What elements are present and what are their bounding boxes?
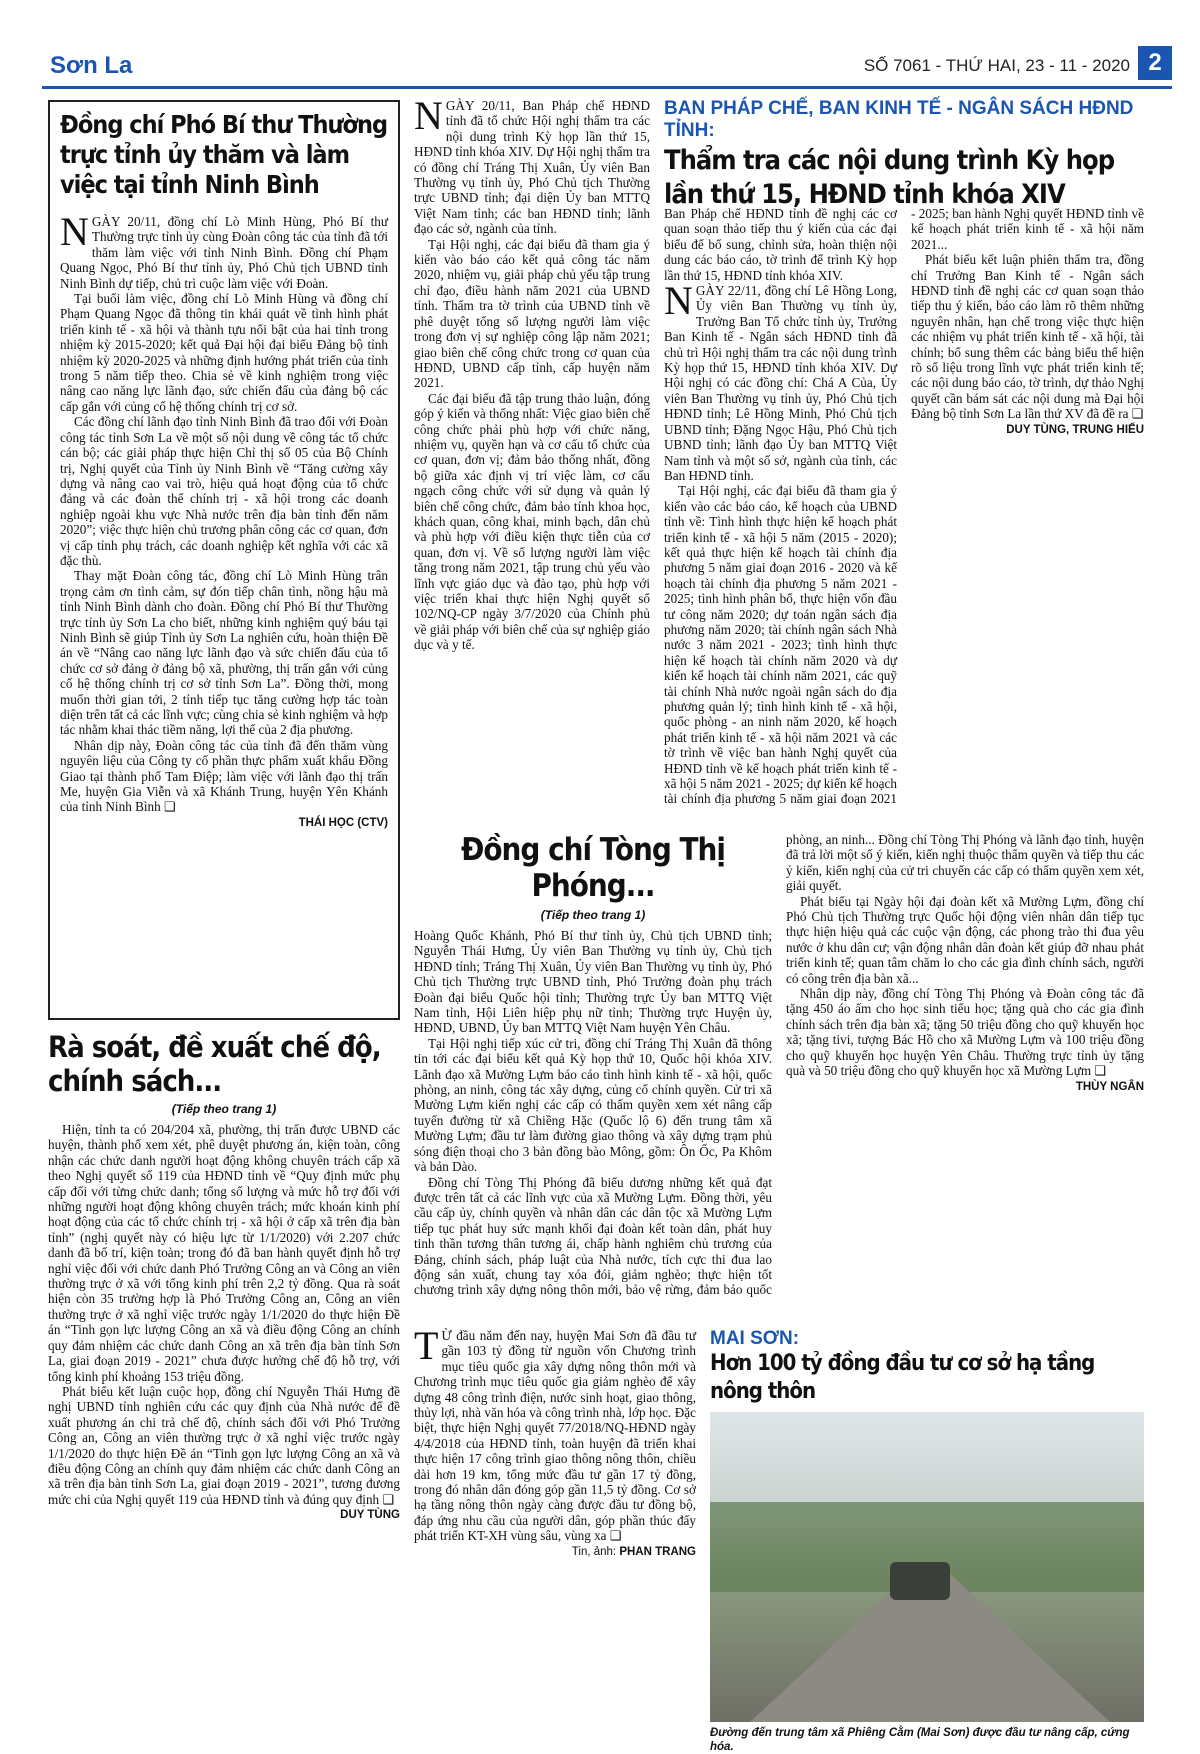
article-ra-soat [48,1030,400,1730]
paragraph: Phát biểu kết luận phiên thẩm tra, đồng chí Trưởng Ban Kinh tế - Ngân sách HĐND tỉnh đề nghị các cơ quan soạn thảo tiếp thu ý kiến, báo cáo làm rõ thêm những nguyên nhân, hạn chế trong việc thực hiện các nhiệm vụ phát triển kinh tế - xã hội, tài chính; bổ sung thêm các bảng biểu thể hiện rõ số liệu trong lĩnh vực phát triển kinh tế; các nội dung báo cáo, tờ trình, dự thảo Nghị quyết cần bám sát các nội dung mà Đại hội Đảng bộ tỉnh Sơn La lần thứ XV đã đề ra ❑ [911,252,1144,422]
article-mai-son [414,1323,1144,1753]
paragraph: Phát biểu tại Ngày hội đại đoàn kết xã Mường Lựm, đồng chí Phó Chủ tịch Thường trực Quốc hội động viên nhân dân tiếp tục thực hiện hiệu quả các cuộc vận động, các phong trào thi đua yêu nước ở khu dân cư; vận động nhân dân đoàn kết giúp đỡ nhau phát triển kinh tế; quan tâm chăm lo cho các gia đình chính sách, người có công trên địa bàn xã... [786,893,1144,986]
article-kicker: MAI SƠN: [710,1328,800,1349]
byline: DUY TÙNG [340,1509,400,1522]
paragraph: Nhân dịp này, Đoàn công tác của tỉnh đã đến thăm vùng nguyên liệu của Công ty cổ phần thực phẩm xuất khẩu Đồng Giao tại thành phố Tam Điệp; làm việc với lãnh đạo thị trấn Me, huyện Gia Viễn và xã Khánh Trung, huyện Yên Khánh của tỉnh Ninh Bình ❑ [60,737,388,815]
paragraph: Ban Pháp chế HĐND tỉnh đề nghị các cơ quan soạn thảo tiếp thu ý kiến của các đại biểu để bổ sung, chỉnh sửa, hoàn thiện nội dung các báo cáo, tờ trình để trình Kỳ họp lần thứ 15, HĐND tỉnh khóa XIV. [664,206,897,283]
continued-note: (Tiếp theo trang 1) [540,908,646,922]
photo-caption: Đường đến trung tâm xã Phiêng Cằm (Mai Sơn) được đầu tư nâng cấp, cứng hóa. [710,1727,1130,1753]
article-tham-tra [414,93,1144,818]
paragraph: Nhân dịp này, đồng chí Tòng Thị Phóng và Đoàn công tác đã tặng 450 áo ấm cho học sinh tiểu học; tặng quà cho các gia đình chính sách trên địa bàn xã; tặng 50 triệu đồng cho quỹ khuyến học xã; tặng tivi, tượng Bác Hồ cho xã Mường Lựm và 100 triệu đồng cho quỹ khuyến học huyện Yên Châu. Thường trực tỉnh ủy tặng quà và 50 triệu đồng cho quỹ khuyến học xã Mường Lựm ❑ [786,986,1144,1079]
issue-info: SỐ 7061 - THỨ HAI, 23 - 11 - 2020 [863,56,1130,75]
byline [414,1546,696,1558]
paragraph: Tại buổi làm việc, đồng chí Lò Minh Hùng và đồng chí Phạm Quang Ngọc đã thông tin khái quát về tình hình phát triển kinh tế - xã hội và thành tựu nổi bật của hai tỉnh trong nhiệm kỳ 2015-2020; kết quả Đại hội đại biểu Đảng bộ tỉnh nhiệm kỳ 2020-2025 và những định hướng phát triển của tỉnh trong 5 năm tiếp theo. Chia sẻ về kinh nghiệm trong việc nâng cao năng lực lãnh đạo, sức chiến đấu của đảng bộ các cấp gắn với củng cố hệ thống chính trị cơ sở. [60,291,388,414]
article-kicker: BAN PHÁP CHẾ, BAN KINH TẾ - NGÂN SÁCH HĐND TỈNH: [664,98,1134,141]
column-1 [414,93,650,818]
article-title: Thẩm tra các nội dung trình Kỳ họp lần thứ 15, HĐND tỉnh khóa XIV [664,145,1115,210]
paragraph: Phát biểu kết luận cuộc họp, đồng chí Nguyễn Thái Hưng đề nghị UBND tỉnh nghiên cứu các quy định của Nhà nước để đề xuất phương án chi trả chế độ, chính sách đối với Phó Trưởng Công an, Công an viên thường trực ở xã nghỉ việc trước ngày 1/1/2020 do thực hiện Đề án “Tinh gọn lực lượng Công an xã và điều động Công an chính quy đảm nhiệm các chức danh Công an xã trên địa bàn tỉnh Sơn La, giai đoạn 2019 - 2021”, tương đương mức chi của Nghị quyết 119 của HĐND tỉnh và đúng quy định ❑ [48,1383,400,1507]
byline-prefix: Tin, ảnh: [571,1545,620,1558]
column-2-3 [664,206,1144,818]
byline-author: PHAN TRANG [619,1545,696,1558]
byline: DUY TÙNG, TRUNG HIẾU [1006,423,1144,436]
paragraph: Đồng chí Tòng Thị Phóng đã biểu dương những kết quả đạt được trên tất cả các lĩnh vực của xã Mường Lựm. Đồng thời, yêu cầu cấp ủy, chính quyền và nhân dân các dân tộc xã Mường Lựm tiếp tục phát huy sức mạnh khối đại đoàn kết toàn dân, phát huy tinh thần tương thân tương ái, chấp hành nghiêm chủ trương của Đảng, chính sách, pháp luật của Nhà nước, tích cực thi đua lao động sản xuất, chung tay xóa đói, giảm nghèo; thực hiện tốt chương trình xây dựng nông thôn mới, bảo vệ rừng, đảm bảo quốc phòng, an ninh... Đồng chí Tòng Thị Phóng và lãnh đạo tỉnh, huyện đã trả lời một số ý kiến, kiến nghị thuộc thẩm quyền và tiếp thu các ý kiến, kiến nghị của cử tri chuyển các cấp có thẩm quyền xem xét, giải quyết. [414,832,1144,1298]
section-title: Sơn La [50,52,133,79]
article-body [60,209,388,815]
article-title: Hơn 100 tỷ đồng đầu tư cơ sở hạ tầng nông thôn [710,1351,1095,1404]
article-title: Rà soát, đề xuất chế độ, chính sách... [48,1030,381,1098]
car-shape [890,1562,950,1600]
paragraph: Tại Hội nghị, các đại biểu đã tham gia ý kiến vào báo cáo kết quả công tác năm 2020, nhiệm vụ, giải pháp chủ yếu tập trung chỉ đạo, điều hành năm 2021 của UBND tỉnh. Thẩm tra tờ trình của UBND tỉnh về phê duyệt tổng số lượng người làm việc trong đơn vị sự nghiệp công lập năm 2021; giao biên chế công chức trong cơ quan của HĐND, UBND cấp tỉnh, cấp huyện năm 2021. [414,236,650,391]
paragraph: TỪ đầu năm đến nay, huyện Mai Sơn đã đầu tư gần 103 tỷ đồng từ nguồn vốn Chương trình mục tiêu quốc gia xây dựng nông thôn mới và Chương trình mục tiêu quốc gia giảm nghèo để xây dựng 48 công trình điện, nước sinh hoạt, giao thông, thủy lợi, nhà văn hóa và công trình nhà, lớp học. Đặc biệt, thực hiện Nghị quyết 77/2018/NQ-HĐND ngày 4/4/2018 của HĐND tỉnh, toàn huyện đã triển khai thực hiện 17 công trình giao thông nông thôn, chiều dài hơn 19 km, tổng mức đầu tư gần 17 tỷ đồng, trong đó nhân dân đóng góp gần 11,5 tỷ đồng. Cơ sở hạ tầng nông thôn ngày càng được đầu tư đồng bộ, đáp ứng nhu cầu của người dân, góp phần thúc đẩy phát triển KT-XH vùng sâu, vùng xa ❑ [414,1323,696,1544]
paragraph: Các đồng chí lãnh đạo tỉnh Ninh Bình đã trao đổi với Đoàn công tác tỉnh Sơn La về một số nội dung về công tác tổ chức cán bộ; các giải pháp thực hiện Chỉ thị số 05 của Bộ Chính trị, Nghị quyết của Tỉnh ủy Ninh Bình về “Tăng cường xây dựng và nâng cao vai trò, hiệu quả hoạt động của tổ chức đảng và các đoàn thể chính trị - xã hội trong các doanh nghiệp ngoài khu vực Nhà nước trên địa bàn tỉnh đến năm 2020”; việc thực hiện chủ trương phân công các cơ quan, đơn vị cấp tỉnh phụ trách, các doanh nghiệp kết nghĩa với các xã đặc thù. [60,414,388,568]
continued-note: (Tiếp theo trang 1) [171,1102,277,1116]
paragraph: Thay mặt Đoàn công tác, đồng chí Lò Minh Hùng trân trọng cảm ơn tình cảm, sự đón tiếp chân tình, nồng hậu mà tỉnh Ninh Bình dành cho đoàn. Đồng chí Phó Bí thư Thường trực tỉnh ủy Sơn La cho biết, những kinh nghiệm quý báu tại Ninh Bình sẽ giúp Tỉnh ủy Sơn La nghiên cứu, hoàn thiện Đề án về “Nâng cao năng lực lãnh đạo và sức chiến đấu của tổ chức cơ sở đảng ở đảng bộ xã, phường, thị trấn gắn với củng cố hệ thống chính trị cơ sở tỉnh Sơn La”. Đồng thời, mong muốn thời gian tới, 2 tỉnh tiếp tục tăng cường hợp tác toàn diện trên tất cả các lĩnh vực; cùng chia sẻ kinh nghiệm và hợp tác nhằm khai thác tiềm năng, lợi thế của 2 địa phương. [60,568,388,738]
paragraph: Tại Hội nghị, các đại biểu đã tham gia ý kiến vào các báo cáo, kế hoạch của UBND tỉnh về: Tình hình thực hiện kế hoạch phát triển kinh tế - xã hội 5 năm (2015 - 2020); kết quả thực hiện kế hoạch tài chính địa phương 5 năm giai đoạn 2016 - 2020 và kế hoạch tài chính địa phương 5 năm 2021 - 2025; tình hình phân bổ, thực hiện vốn đầu tư công năm 2020; dự toán ngân sách địa phương năm 2020; tài chính ngân sách Nhà nước 3 năm 2021 - 2023; tình hình thực hiện kế hoạch tài chính năm 2020 và dự kiến kế hoạch tài chính năm 2021, các quỹ tài chính Nhà nước ngoài ngân sách do địa phương quản lý; tình hình kinh tế - xã hội, quốc phòng - an ninh năm 2020, kế hoạch phát triển kinh tế - xã hội năm 2021 và các tờ trình về việc ban hành Nghị quyết của HĐND tỉnh về kế hoạch phát triển kinh tế -xã hội 5 năm 2021 - 2025; dự kiến kế hoạch tài chính địa phương 5 năm giai đoạn 2021 - 2025; ban hành Nghị quyết HĐND tỉnh về kế hoạch phát triển kinh tế - xã hội năm 2021... [664,206,1144,807]
paragraph: Hiện, tỉnh ta có 204/204 xã, phường, thị trấn được UBND các huyện, thành phố xem xét, phê duyệt phương án, kiện toàn, công nhận các chức danh người hoạt động không chuyên trách cấp xã theo Nghị quyết số 119 của HĐND tỉnh về “Quy định mức phụ cấp đối với từng chức danh; tổng số lượng và mức hỗ trợ đối với những người hoạt động không chuyên trách; mức khoán kinh phí hoạt động của các tổ chức chính trị - xã hội ở cấp xã trên địa bàn tỉnh” (nghị quyết này có hiệu lực từ 1/1/2020) với 2.207 chức danh đã bố trí, kiện toàn; trong đó đã ban hành quyết định hỗ trợ nghỉ việc đối với chức danh Phó Trưởng Công an và Công an viên thường trực ở xã với tổng kinh phí trên 2,2 tỷ đồng. Qua rà soát hiện còn 35 trường hợp là Phó Trưởng Công an, Công an viên thường trực ở xã nghỉ việc trước ngày 1/1/2020 do thực hiện Đề án “Tinh gọn lực lượng Công an xã và điều động Công an chính quy đảm nhiệm các chức danh Công an xã trên địa bàn tỉnh Sơn La, giai đoạn 2019 - 2021” chưa được hưởng chế độ hỗ trợ, với tổng kinh phí khoảng 153 triệu đồng. [48,1122,400,1384]
article-tong-thi-phong [414,832,1144,1312]
article-title: Đồng chí Phó Bí thư Thường trực tỉnh ủy thăm và làm việc tại tỉnh Ninh Bình [60,110,388,199]
paragraph: NGÀY 20/11, Ban Pháp chế HĐND tỉnh đã tổ chức Hội nghị thẩm tra các nội dung trình Kỳ họp lần thứ 15, HĐND tỉnh khóa XIV. Dự Hội nghị thẩm tra có đồng chí Tráng Thị Xuân, Ủy viên Ban Thường vụ tỉnh ủy, Phó Chủ tịch Thường trực UBND tỉnh; đại diện Ủy ban MTTQ Việt Nam tỉnh; các ban HĐND tỉnh; lãnh đạo các sở, ngành của tỉnh. [414,93,650,237]
paragraph: Các đại biểu đã tập trung thảo luận, đóng góp ý kiến và thống nhất: Việc giao biên chế công chức phải phù hợp với chức năng, nhiệm vụ, quyền hạn và cơ cấu tổ chức của cơ quan, đơn vị; đảm bảo thống nhất, đồng bộ giữa xác định vị trí việc làm, cơ cấu ngạch công chức với sử dụng và quản lý biên chế công chức, đảm bảo tính khoa học, khách quan, công khai, minh bạch, dân chủ và phù hợp với điều kiện thực tiễn của cơ quan, đơn vị. Về số lượng người làm việc tăng trong năm 2021, tập trung chủ yếu vào lĩnh vực giáo dục và đào tạo, phù hợp với việc triển khai thực hiện Nghị quyết số 102/NQ-CP ngày 3/7/2020 của Chính phủ về giải pháp với biên chế của sự nghiệp giáo dục và y tế. [414,390,650,653]
text-column [414,1323,696,1558]
paragraph: NGÀY 20/11, đồng chí Lò Minh Hùng, Phó Bí thư Thường trực tỉnh ủy cùng Đoàn công tác của tỉnh đã tới thăm làm việc với tỉnh Ninh Bình. Đồng chí Phạm Quang Ngọc, Phó Bí thư tỉnh ủy, Phó Chủ tịch UBND tỉnh Ninh Bình dự tiếp, chủ trì cuộc làm việc với Đoàn. [60,209,388,291]
road-photo [710,1412,1144,1722]
article-title: Đồng chí Tòng Thị Phóng... [461,832,725,904]
paragraph: NGÀY 22/11, đồng chí Lê Hồng Long, Ủy viên Ban Thường vụ tỉnh ủy, Trưởng Ban Tổ chức tỉnh ủy, Trưởng Ban Kinh tế - Ngân sách HĐND tỉnh đã chủ trì Hội nghị thẩm tra các nội dung trình Kỳ họp thứ 15, HĐND tỉnh khóa XIV. Dự Hội nghị có các đồng chí: Chá A Của, Ủy viên Ban Thường vụ tỉnh ủy, Phó Chủ tịch HĐND tỉnh; Lê Hồng Minh, Phó Chủ tịch UBND tỉnh; Đặng Ngọc Hậu, Phó Chủ tịch UBND tỉnh; lãnh đạo Ủy ban MTTQ Việt Nam tỉnh và một số sở, ngành của tỉnh, các Ban HĐND tỉnh. [664,278,897,483]
byline: THÙY NGÂN [1075,1080,1144,1093]
article-ninh-binh [48,100,400,1020]
header-rule [42,86,1172,89]
paragraph: Hoàng Quốc Khánh, Phó Bí thư tỉnh ủy, Chủ tịch UBND tỉnh; Nguyễn Thái Hưng, Ủy viên Ban Thường vụ tỉnh ủy, Chủ tịch HĐND tỉnh; Tráng Thị Xuân, Ủy viên Ban Thường vụ tỉnh ủy, Phó Chủ tịch Thường trực UBND tỉnh, Phó Trưởng đoàn phụ trách Đoàn đại biểu Quốc hội tỉnh; Thường trực Ủy ban MTTQ Việt Nam tỉnh, Hội Liên hiệp phụ nữ tỉnh; Thường trực Huyện ủy, HĐND, UBND, Ủy ban MTTQ Việt Nam huyện Yên Châu. [414,928,772,1036]
photo-column [710,1328,1144,1754]
masthead [42,48,1172,82]
paragraph: Tại Hội nghị tiếp xúc cử tri, đồng chí Tráng Thị Xuân đã thông tin tới các đại biểu kết quả Kỳ họp thứ 10, Quốc hội khóa XIV. Lãnh đạo xã Mường Lựm báo cáo tình hình kinh tế - xã hội, quốc phòng, an ninh, công tác xây dựng, củng cố chính quyền. Cử tri xã Mường Lựm kiến nghị các cấp có thẩm quyền xem xét nâng cấp tuyến đường từ xã Chiềng Hặc (Quốc lộ 6) đến trung tâm xã Mường Lựm; đầu tư làm đường giao thông và xây dựng trạm phủ sóng điện thoại cho 3 bản đồng bào Mông, gồm: Ôn Ốc, Pa Khôm và bản Dào. [414,1035,772,1175]
page-number: 2 [1138,46,1172,80]
byline: THÁI HỌC (CTV) [298,816,388,829]
